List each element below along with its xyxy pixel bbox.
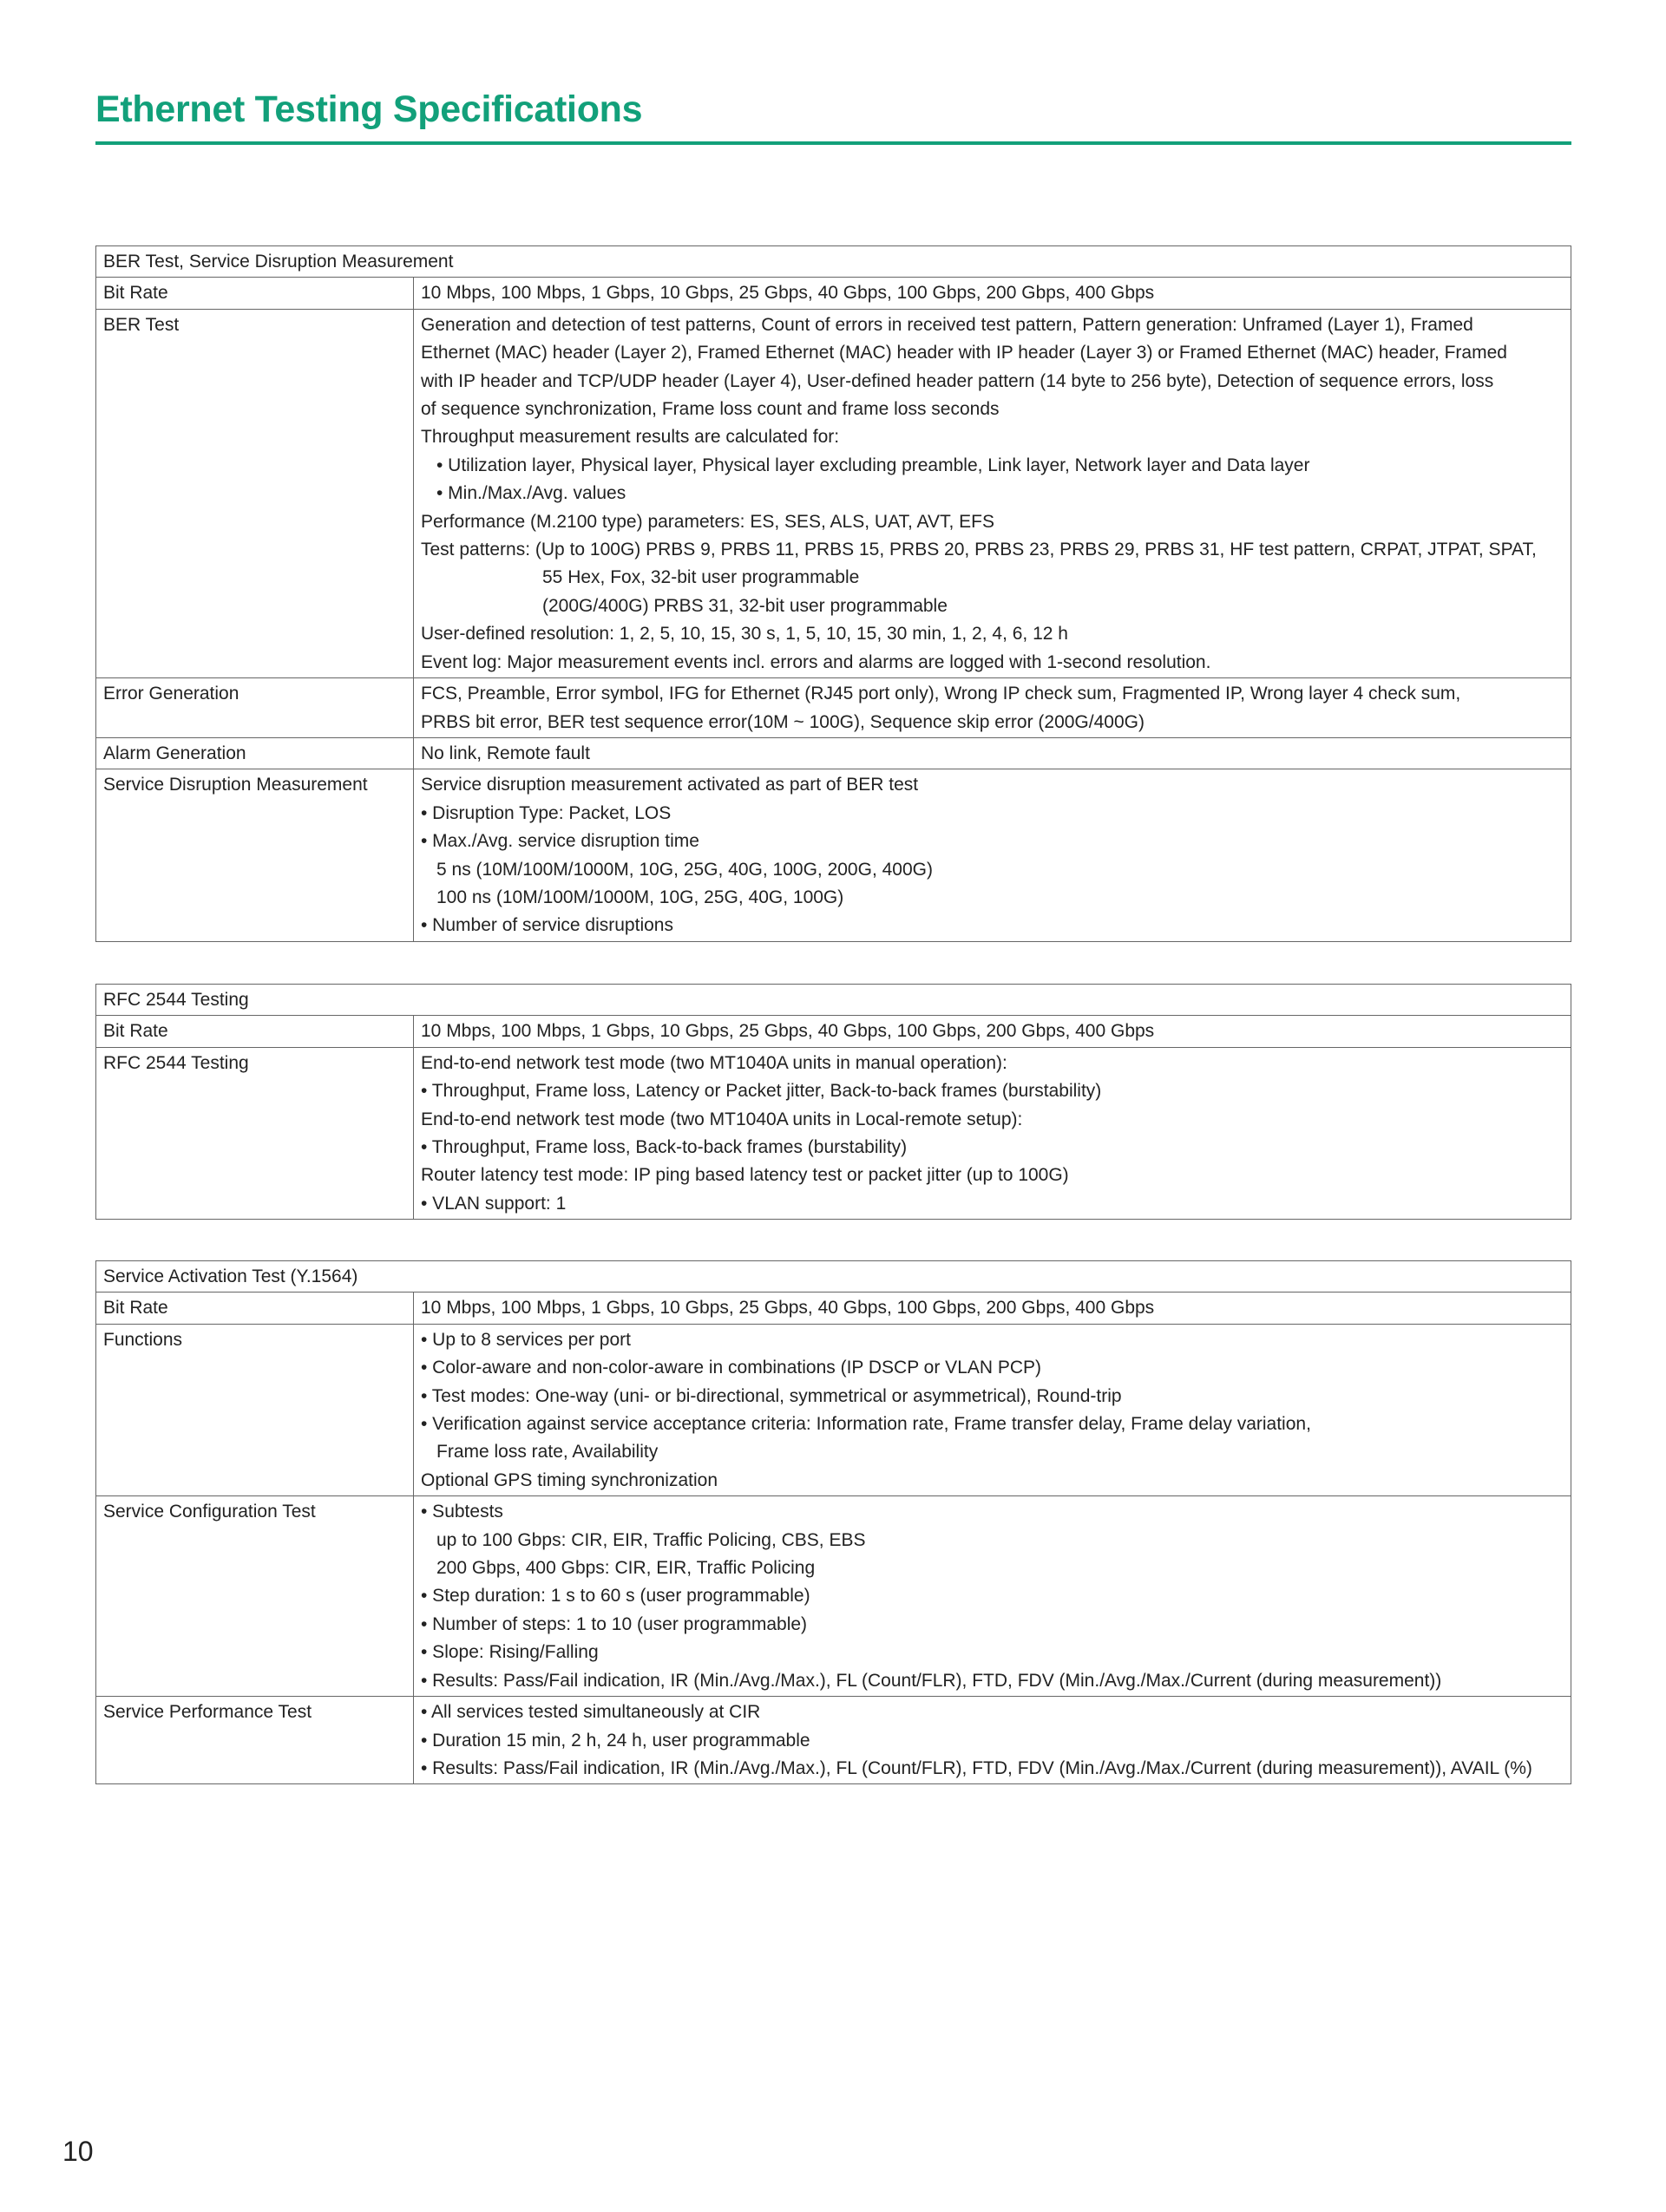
spec-line: Service disruption measurement activated as part of BER test <box>421 775 919 795</box>
spec-value <box>414 1697 1571 1784</box>
spec-label: Service Disruption Measurement <box>96 769 414 941</box>
spec-row <box>96 678 1571 738</box>
spec-label: BER Test <box>96 309 414 677</box>
spec-value <box>414 1016 1571 1047</box>
spec-line: • Throughput, Frame loss, Back-to-back frames (burstability) <box>421 1137 908 1158</box>
spec-label: Bit Rate <box>96 1293 414 1324</box>
spec-value <box>414 769 1571 941</box>
spec-line: • Duration 15 min, 2 h, 24 h, user programmable <box>421 1730 810 1751</box>
section-title: Service Activation Test (Y.1564) <box>96 1261 1571 1293</box>
spec-row <box>96 1047 1571 1219</box>
spec-value <box>414 1047 1571 1219</box>
spec-line: • Test modes: One-way (uni- or bi-directional, symmetrical or asymmetrical), Round-trip <box>421 1385 1122 1406</box>
spec-line: • Subtests <box>421 1502 503 1522</box>
page-number: 10 <box>62 2136 94 2167</box>
spec-line: • Number of steps: 1 to 10 (user programmable) <box>421 1613 808 1634</box>
spec-row <box>96 1016 1571 1047</box>
spec-line: Generation and detection of test patterns, Count of errors in received test pattern, Pattern generation: Unframed (Layer 1), Framed <box>421 314 1473 335</box>
spec-line: • Results: Pass/Fail indication, IR (Min./Avg./Max.), FL (Count/FLR), FTD, FDV (Min./Avg./Max./Current (during measurement)) <box>421 1670 1442 1691</box>
spec-line: 5 ns (10M/100M/1000M, 10G, 25G, 40G, 100G, 200G, 400G) <box>436 859 933 880</box>
spec-line: • Utilization layer, Physical layer, Physical layer excluding preamble, Link layer, Network layer and Data layer <box>436 455 1310 475</box>
spec-label: Functions <box>96 1324 414 1495</box>
spec-value <box>414 1293 1571 1324</box>
spec-row <box>96 278 1571 309</box>
rfc2544-table <box>95 984 1571 1220</box>
spec-line: PRBS bit error, BER test sequence error(10M ~ 100G), Sequence skip error (200G/400G) <box>421 711 1145 732</box>
spec-value <box>414 309 1571 677</box>
spec-label: RFC 2544 Testing <box>96 1047 414 1219</box>
page-title: Ethernet Testing Specifications <box>95 88 643 130</box>
spec-line: Router latency test mode: IP ping based latency test or packet jitter (up to 100G) <box>421 1165 1069 1186</box>
spec-value <box>414 1324 1571 1495</box>
section-header-row <box>96 246 1571 278</box>
spec-line: • Up to 8 services per port <box>421 1329 631 1350</box>
spec-row <box>96 769 1571 941</box>
spec-value <box>414 278 1571 309</box>
spec-row <box>96 1293 1571 1324</box>
spec-row <box>96 1697 1571 1784</box>
spec-line: 10 Mbps, 100 Mbps, 1 Gbps, 10 Gbps, 25 Gbps, 40 Gbps, 100 Gbps, 200 Gbps, 400 Gbps <box>421 283 1155 304</box>
spec-line: 10 Mbps, 100 Mbps, 1 Gbps, 10 Gbps, 25 Gbps, 40 Gbps, 100 Gbps, 200 Gbps, 400 Gbps <box>421 1021 1155 1042</box>
spec-line: End-to-end network test mode (two MT1040A units in manual operation): <box>421 1052 1007 1073</box>
spec-line: up to 100 Gbps: CIR, EIR, Traffic Policing, CBS, EBS <box>436 1529 866 1550</box>
spec-line: FCS, Preamble, Error symbol, IFG for Ethernet (RJ45 port only), Wrong IP check sum, Fragmented IP, Wrong layer 4 check sum, <box>421 684 1461 704</box>
spec-value <box>414 737 1571 769</box>
spec-line: 55 Hex, Fox, 32-bit user programmable <box>542 567 860 588</box>
spec-line: • Slope: Rising/Falling <box>421 1642 599 1663</box>
spec-line: User-defined resolution: 1, 2, 5, 10, 15, 30 s, 1, 5, 10, 15, 30 min, 1, 2, 4, 6, 12 h <box>421 624 1068 645</box>
title-underline <box>95 141 1571 145</box>
spec-line: Optional GPS timing synchronization <box>421 1469 718 1490</box>
spec-line: 200 Gbps, 400 Gbps: CIR, EIR, Traffic Policing <box>436 1558 816 1579</box>
spec-line: 100 ns (10M/100M/1000M, 10G, 25G, 40G, 100G) <box>436 887 844 907</box>
spec-line: • Number of service disruptions <box>421 915 673 936</box>
spec-line: • Results: Pass/Fail indication, IR (Min./Avg./Max.), FL (Count/FLR), FTD, FDV (Min./Avg./Max./Current (during measurement)), AVAIL (%) <box>421 1757 1532 1778</box>
spec-line: Performance (M.2100 type) parameters: ES, SES, ALS, UAT, AVT, EFS <box>421 511 994 532</box>
section-header-row <box>96 1261 1571 1293</box>
ber-test-table <box>95 245 1571 942</box>
spec-label: Service Performance Test <box>96 1697 414 1784</box>
spec-row <box>96 1324 1571 1495</box>
spec-value <box>414 678 1571 738</box>
spec-value <box>414 1496 1571 1697</box>
spec-line: • Disruption Type: Packet, LOS <box>421 802 672 823</box>
spec-label: Bit Rate <box>96 278 414 309</box>
section-header-row <box>96 985 1571 1016</box>
spec-line: with IP header and TCP/UDP header (Layer 4), User-defined header pattern (14 byte to 256 byte), Detection of sequence errors, loss <box>421 370 1494 391</box>
spec-line: Frame loss rate, Availability <box>436 1442 659 1463</box>
spec-line: of sequence synchronization, Frame loss count and frame loss seconds <box>421 399 1000 420</box>
spec-row <box>96 737 1571 769</box>
spec-line: 10 Mbps, 100 Mbps, 1 Gbps, 10 Gbps, 25 Gbps, 40 Gbps, 100 Gbps, 200 Gbps, 400 Gbps <box>421 1298 1155 1319</box>
spec-line: • Verification against service acceptance criteria: Information rate, Frame transfer delay, Frame delay variation, <box>421 1414 1311 1435</box>
spec-label: Error Generation <box>96 678 414 738</box>
spec-line: • Color-aware and non-color-aware in combinations (IP DSCP or VLAN PCP) <box>421 1358 1042 1378</box>
spec-line: • Min./Max./Avg. values <box>436 483 626 504</box>
service-activation-table <box>95 1260 1571 1784</box>
spec-line: • All services tested simultaneously at CIR <box>421 1702 761 1723</box>
spec-label: Alarm Generation <box>96 737 414 769</box>
spec-line: • Throughput, Frame loss, Latency or Packet jitter, Back-to-back frames (burstability) <box>421 1081 1102 1102</box>
section-title: BER Test, Service Disruption Measurement <box>96 246 1571 278</box>
spec-line: Ethernet (MAC) header (Layer 2), Framed Ethernet (MAC) header with IP header (Layer 3) or Framed Ethernet (MAC) header, Framed <box>421 343 1507 363</box>
spec-line: No link, Remote fault <box>421 743 590 763</box>
spec-label: Bit Rate <box>96 1016 414 1047</box>
spec-line: • VLAN support: 1 <box>421 1193 567 1214</box>
spec-line: Test patterns: (Up to 100G) PRBS 9, PRBS 11, PRBS 15, PRBS 20, PRBS 23, PRBS 29, PRBS 31, HF test pattern, CRPAT, JTPAT, SPAT, <box>421 540 1537 560</box>
spec-line: (200G/400G) PRBS 31, 32-bit user programmable <box>542 595 948 616</box>
spec-line: • Max./Avg. service disruption time <box>421 831 699 852</box>
spec-row <box>96 1496 1571 1697</box>
spec-line: Throughput measurement results are calculated for: <box>421 427 840 448</box>
spec-line: End-to-end network test mode (two MT1040A units in Local-remote setup): <box>421 1109 1023 1129</box>
spec-row <box>96 309 1571 677</box>
spec-label: Service Configuration Test <box>96 1496 414 1697</box>
section-title: RFC 2544 Testing <box>96 985 1571 1016</box>
spec-line: Event log: Major measurement events incl. errors and alarms are logged with 1-second resolution. <box>421 651 1211 672</box>
spec-line: • Step duration: 1 s to 60 s (user programmable) <box>421 1586 810 1607</box>
